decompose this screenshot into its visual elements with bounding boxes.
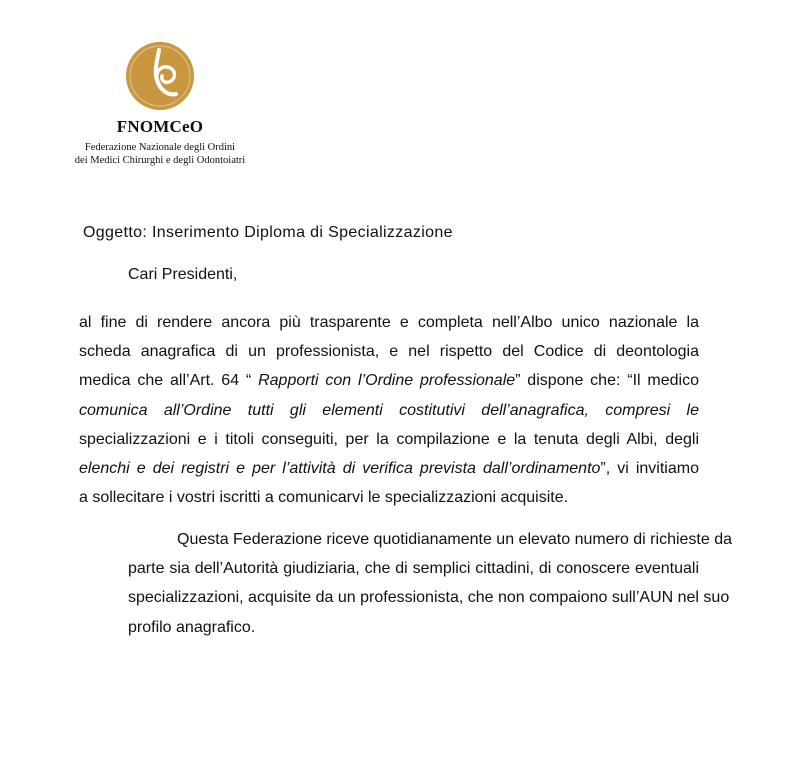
p2-line: specializzazioni, acquisite da un professionista, che non compaiono sull’AUN nel suo	[128, 589, 730, 607]
paragraph-1	[79, 308, 699, 512]
fnomceo-logo-icon	[124, 40, 196, 112]
letter-greeting: Cari Presidenti,	[128, 266, 238, 283]
p1-line: scheda anagrafica di un professionista, e nel rispetto del Codice di deontologia	[79, 343, 699, 361]
p1-line: al fine di rendere ancora più trasparente e completa nell’Albo unico nazionale la	[79, 314, 699, 331]
p2-line: profilo anagrafico.	[128, 618, 256, 636]
p1-line: a sollecitare i vostri iscritti a comunicarvi le specializzazioni acquisite.	[79, 489, 569, 507]
org-subtitle-line-2: dei Medici Chirurghi e degli Odontoiatri	[74, 155, 246, 166]
p1-line: medica che all’Art. 64 “ Rapporti con l’Ordine professionale” dispone che: “Il medico	[79, 372, 699, 390]
letter-subject: Oggetto: Inserimento Diploma di Specializzazione	[83, 224, 453, 241]
p1-line: elenchi e dei registri e per l’attività di verifica prevista dall’ordinamento”, vi invitiamo	[79, 460, 699, 478]
org-name: FNOMCeO	[116, 117, 204, 136]
p2-line: Questa Federazione riceve quotidianamente un elevato numero di richieste da	[177, 531, 732, 548]
p1-line: specializzazioni e i titoli conseguiti, per la compilazione e la tenuta degli Albi, degli	[79, 430, 699, 448]
p1-line: comunica all’Ordine tutti gli elementi costitutivi dell’anagrafica, compresi le	[79, 401, 699, 419]
p2-line: parte sia dell’Autorità giudiziaria, che di semplici cittadini, di conoscere eventuali	[128, 560, 699, 578]
org-subtitle-line-1: Federazione Nazionale degli Ordini	[84, 142, 236, 153]
paragraph-2	[79, 525, 732, 642]
